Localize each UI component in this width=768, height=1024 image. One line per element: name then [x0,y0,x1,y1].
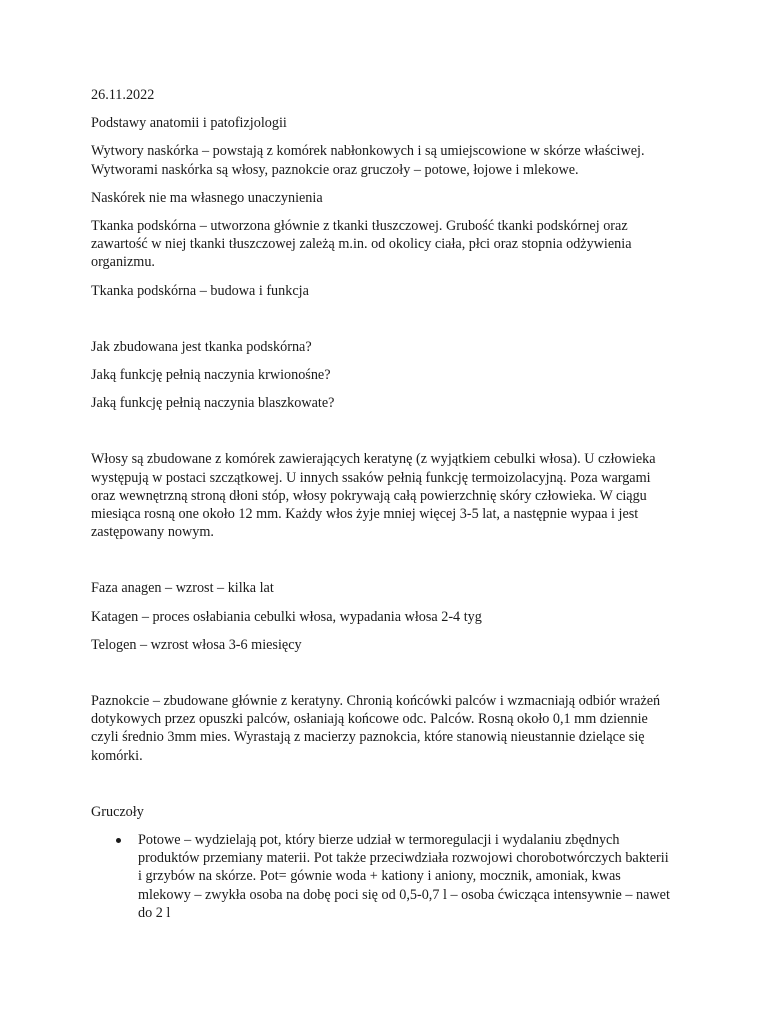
question-2: Jaką funkcję pełnią naczynia krwionośne? [91,367,331,384]
list-item-text: Potowe – wydzielają pot, który bierze udział w termoregulacji i wydalaniu zbędnych produktów przemiany materii. Pot także przeciwdziała rozwojowi chorobotwórczych bakterii i grzybów na skórze. Pot= gównie woda + kationy i aniony, mocznik, amoniak, kwas mlekowy – zwykła osoba na dobę poci się od 0,5-0,7 l – osoba ćwicząca intensywnie – nawet do 2 l [138,832,670,921]
spacer [91,551,673,579]
question-1: Jak zbudowana jest tkanka podskórna? [91,338,312,355]
phase-katagen: Katagen – proces osłabiania cebulki włosa, wypadania włosa 2-4 tyg [91,608,482,625]
paragraph-wytwory: Wytwory naskórka – powstają z komórek nabłonkowych i są umiejscowione w skórze właściwej. Wytworami naskórka są włosy, paznokcie oraz gruczoły – potowe, łojowe i mlekowe. [91,143,645,178]
spacer [91,775,673,803]
document-body [91,86,673,922]
phase-telogen: Telogen – wzrost włosa 3-6 miesięcy [91,636,302,653]
paragraph-tkanka-budowa: Tkanka podskórna – budowa i funkcja [91,282,309,299]
bullet-icon [116,838,121,843]
list-item [91,831,673,922]
paragraph-wlosy: Włosy są zbudowane z komórek zawierających keratynę (z wyjątkiem cebulki włosa). U człowieka występują w postaci szczątkowej. U innych ssaków pełnią funkcję termoizolacyjną. Poza wargami oraz wewnętrzną stroną dłoni stóp, włosy pokrywają całą powierzchnię skóry człowieka. W ciągu miesiąca rosną one około 12 mm. Każdy włos żyje mniej więcej 3-5 lat, a następnie wypaa i jest zastępowany nowym. [91,451,656,541]
question-3: Jaką funkcję pełnią naczynia blaszkowate? [91,395,335,412]
bullet-list [91,831,673,922]
spacer [91,664,673,692]
spacer [91,422,673,450]
paragraph-paznokcie: Paznokcie – zbudowane głównie z keratyny. Chronią końcówki palców i wzmacniają odbiór wrażeń dotykowych przez opuszki palców, osłaniają końcowe odc. Palców. Rosną około 0,1 mm dziennie czyli średnio 3mm mies. Wyrastają z macierzy paznokcia, które stanowią nieustannie dzielące się komórki. [91,693,661,764]
spacer [91,310,673,338]
note-title: Podstawy anatomii i patofizjologii [91,115,287,132]
paragraph-naskorek: Naskórek nie ma własnego unaczynienia [91,189,323,206]
heading-gruczoly: Gruczoły [91,803,144,820]
note-date: 26.11.2022 [91,87,155,103]
phase-anagen: Faza anagen – wzrost – kilka lat [91,580,274,597]
paragraph-tkanka: Tkanka podskórna – utworzona głównie z tkanki tłuszczowej. Grubość tkanki podskórnej oraz zawartość w niej tkanki tłuszczowej zależą m.in. od okolicy ciała, płci oraz stopnia odżywienia organizmu. [91,218,632,271]
